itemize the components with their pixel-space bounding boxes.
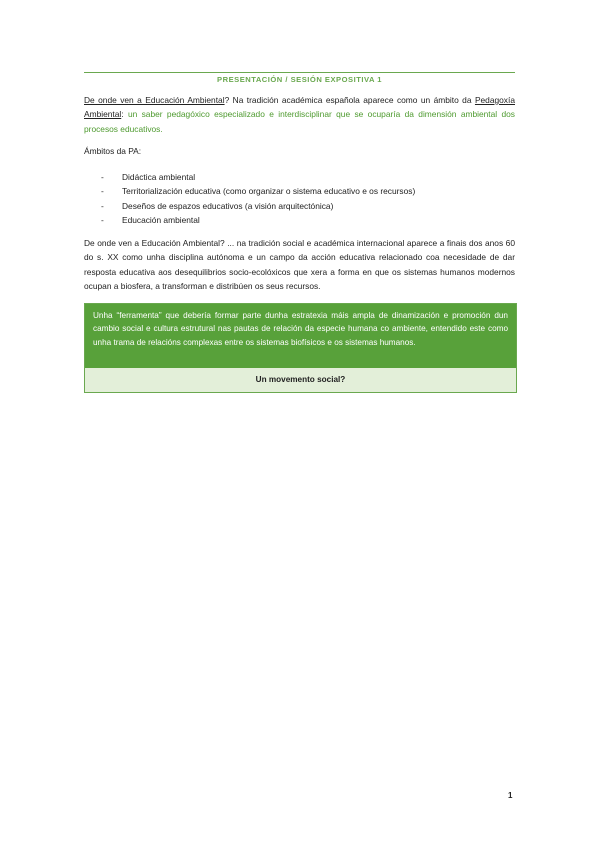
question-underlined: De onde ven a Educación Ambiental <box>84 95 225 105</box>
intro-paragraph <box>84 93 515 136</box>
pa-underlined: Pedagoxía Ambiental <box>84 95 515 120</box>
highlight-box-text: Unha “ferramenta” que debería formar parte dunha estratexia máis ampla de dinamización e promoción dun cambio social e cultura estrutural nas pautas de relación da especie humana co ambiente, entendido este como unha trama de relacións complexas entre os sistemas biofísicos e os sistemas humanos. <box>85 304 516 368</box>
pa-definition: un saber pedagóxico especializado e interdisciplinar que se ocuparía da dimensión ambiental dos procesos educativos. <box>84 109 515 134</box>
ambitos-list <box>101 170 415 228</box>
history-paragraph: De onde ven a Educación Ambiental? ... na tradición social e académica internacional aparece a finais dos anos 60 do s. XX como unha disciplina autónoma e un campo da acción educativa relacionado coa necesidade de dar resposta educativa aos desequilibrios socio-ecolóxicos que xera a forma en que os sistemas humanos modernos ocupan a biosfera, a transforman e distribúen os seus recursos. <box>84 238 515 292</box>
highlight-box <box>84 303 517 393</box>
ambitos-label: Ámbitos da PA: <box>84 146 142 156</box>
list-item: - Didáctica ambiental <box>101 170 415 184</box>
intro-colon: : <box>121 109 128 120</box>
list-item: - Educación ambiental <box>101 213 415 227</box>
page-header-title: PRESENTACIÓN / SESIÓN EXPOSITIVA 1 <box>217 75 382 84</box>
header-rule <box>84 72 515 73</box>
highlight-box-footer: Un movemento social? <box>85 368 516 392</box>
intro-text: ? Na tradición académica española aparece como un ámbito da <box>224 95 475 105</box>
page-number: 1 <box>508 791 513 800</box>
list-item: - Territorialización educativa (como organizar o sistema educativo e os recursos) <box>101 184 415 198</box>
list-item: - Deseños de espazos educativos (a visión arquitectónica) <box>101 199 415 213</box>
